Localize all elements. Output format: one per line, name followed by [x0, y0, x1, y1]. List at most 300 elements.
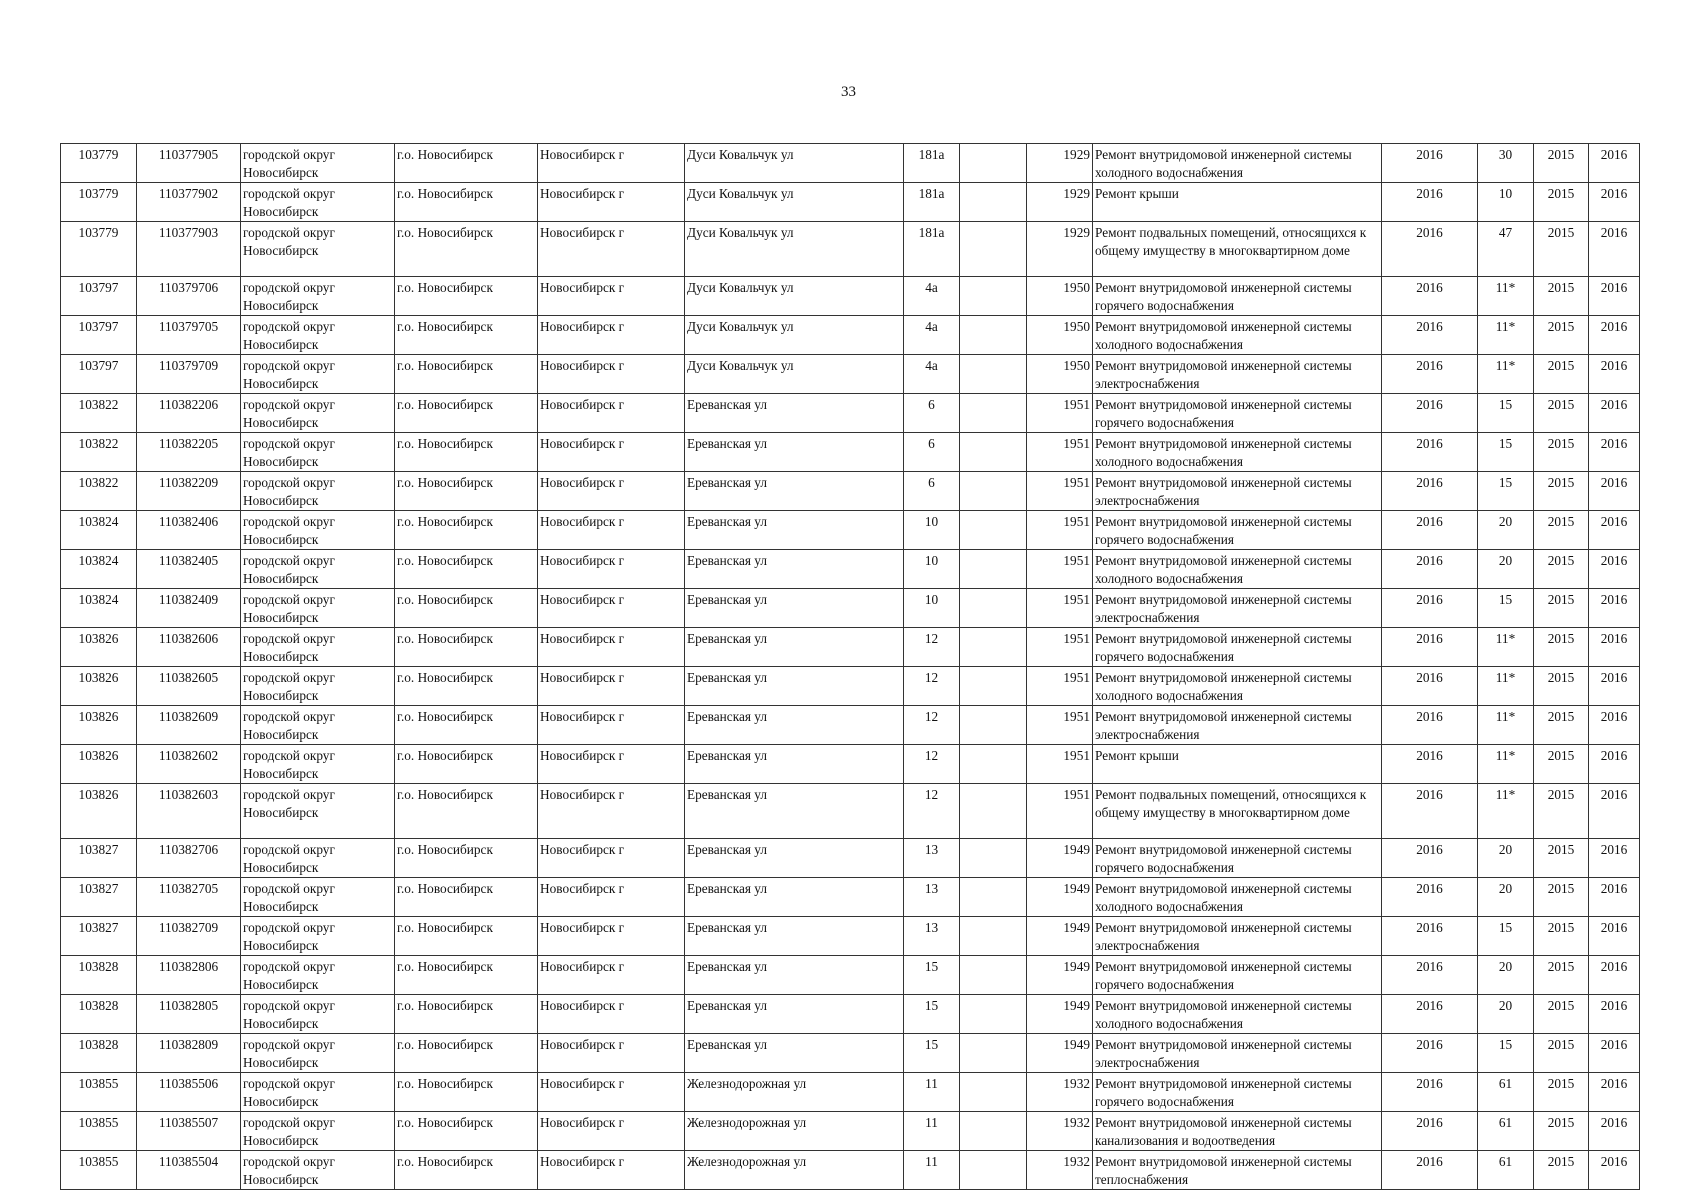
district-cell: г.о. Новосибирск [395, 995, 538, 1034]
house-id-cell: 103828 [61, 956, 137, 995]
start-year-cell: 2015 [1534, 144, 1589, 183]
work-code-cell: 110385507 [137, 1112, 241, 1151]
start-year-cell: 2015 [1534, 667, 1589, 706]
end-year-cell: 2016 [1589, 745, 1640, 784]
district-cell: г.о. Новосибирск [395, 183, 538, 222]
table-row [61, 878, 1640, 917]
municipality-cell: городской округ Новосибирск [241, 472, 395, 511]
house-id-cell: 103822 [61, 433, 137, 472]
start-year-cell: 2015 [1534, 839, 1589, 878]
work-type-cell: Ремонт подвальных помещений, относящихся к общему имуществу в многоквартирном доме [1093, 222, 1382, 277]
amount-cell: 15 [1478, 472, 1534, 511]
house-number-cell: 13 [904, 878, 960, 917]
house-id-cell: 103855 [61, 1151, 137, 1190]
district-cell: г.о. Новосибирск [395, 277, 538, 316]
end-year-cell: 2016 [1589, 277, 1640, 316]
building-cell [960, 433, 1027, 472]
street-cell: Дуси Ковальчук ул [685, 277, 904, 316]
amount-cell: 11* [1478, 667, 1534, 706]
work-type-cell: Ремонт внутридомовой инженерной системы холодного водоснабжения [1093, 667, 1382, 706]
street-cell: Ереванская ул [685, 394, 904, 433]
street-cell: Дуси Ковальчук ул [685, 183, 904, 222]
table-row [61, 144, 1640, 183]
building-cell [960, 355, 1027, 394]
street-cell: Железнодорожная ул [685, 1151, 904, 1190]
table-row [61, 706, 1640, 745]
table-row [61, 839, 1640, 878]
street-cell: Железнодорожная ул [685, 1073, 904, 1112]
construction-year-cell: 1951 [1027, 511, 1093, 550]
house-id-cell: 103824 [61, 550, 137, 589]
district-cell: г.о. Новосибирск [395, 1151, 538, 1190]
plan-year-cell: 2016 [1382, 222, 1478, 277]
municipality-cell: городской округ Новосибирск [241, 839, 395, 878]
municipality-cell: городской округ Новосибирск [241, 550, 395, 589]
district-cell: г.о. Новосибирск [395, 511, 538, 550]
house-id-cell: 103826 [61, 745, 137, 784]
table-row [61, 316, 1640, 355]
work-type-cell: Ремонт внутридомовой инженерной системы холодного водоснабжения [1093, 144, 1382, 183]
work-type-cell: Ремонт внутридомовой инженерной системы горячего водоснабжения [1093, 956, 1382, 995]
work-code-cell: 110382706 [137, 839, 241, 878]
house-id-cell: 103827 [61, 878, 137, 917]
construction-year-cell: 1929 [1027, 144, 1093, 183]
construction-year-cell: 1932 [1027, 1112, 1093, 1151]
plan-year-cell: 2016 [1382, 706, 1478, 745]
work-code-cell: 110382209 [137, 472, 241, 511]
end-year-cell: 2016 [1589, 1034, 1640, 1073]
end-year-cell: 2016 [1589, 589, 1640, 628]
plan-year-cell: 2016 [1382, 589, 1478, 628]
amount-cell: 61 [1478, 1112, 1534, 1151]
work-code-cell: 110377903 [137, 222, 241, 277]
construction-year-cell: 1951 [1027, 706, 1093, 745]
district-cell: г.о. Новосибирск [395, 1034, 538, 1073]
plan-year-cell: 2016 [1382, 1034, 1478, 1073]
municipality-cell: городской округ Новосибирск [241, 628, 395, 667]
end-year-cell: 2016 [1589, 316, 1640, 355]
district-cell: г.о. Новосибирск [395, 745, 538, 784]
end-year-cell: 2016 [1589, 1151, 1640, 1190]
work-code-cell: 110382805 [137, 995, 241, 1034]
work-type-cell: Ремонт внутридомовой инженерной системы горячего водоснабжения [1093, 277, 1382, 316]
table-row [61, 589, 1640, 628]
house-id-cell: 103797 [61, 355, 137, 394]
building-cell [960, 222, 1027, 277]
municipality-cell: городской округ Новосибирск [241, 1151, 395, 1190]
amount-cell: 30 [1478, 144, 1534, 183]
table-row [61, 472, 1640, 511]
house-id-cell: 103824 [61, 511, 137, 550]
building-cell [960, 511, 1027, 550]
street-cell: Ереванская ул [685, 667, 904, 706]
street-cell: Ереванская ул [685, 745, 904, 784]
work-type-cell: Ремонт внутридомовой инженерной системы электроснабжения [1093, 472, 1382, 511]
amount-cell: 11* [1478, 784, 1534, 839]
plan-year-cell: 2016 [1382, 1073, 1478, 1112]
plan-year-cell: 2016 [1382, 355, 1478, 394]
building-cell [960, 144, 1027, 183]
start-year-cell: 2015 [1534, 222, 1589, 277]
city-cell: Новосибирск г [538, 1034, 685, 1073]
plan-year-cell: 2016 [1382, 745, 1478, 784]
amount-cell: 20 [1478, 878, 1534, 917]
construction-year-cell: 1951 [1027, 784, 1093, 839]
building-cell [960, 1073, 1027, 1112]
start-year-cell: 2015 [1534, 1112, 1589, 1151]
end-year-cell: 2016 [1589, 550, 1640, 589]
district-cell: г.о. Новосибирск [395, 355, 538, 394]
work-type-cell: Ремонт внутридомовой инженерной системы электроснабжения [1093, 1034, 1382, 1073]
building-cell [960, 839, 1027, 878]
district-cell: г.о. Новосибирск [395, 589, 538, 628]
house-id-cell: 103855 [61, 1073, 137, 1112]
amount-cell: 20 [1478, 995, 1534, 1034]
municipality-cell: городской округ Новосибирск [241, 706, 395, 745]
city-cell: Новосибирск г [538, 995, 685, 1034]
city-cell: Новосибирск г [538, 550, 685, 589]
work-code-cell: 110379705 [137, 316, 241, 355]
work-code-cell: 110382709 [137, 917, 241, 956]
street-cell: Ереванская ул [685, 839, 904, 878]
work-code-cell: 110377902 [137, 183, 241, 222]
table-row [61, 1112, 1640, 1151]
end-year-cell: 2016 [1589, 394, 1640, 433]
table-row [61, 1151, 1640, 1190]
district-cell: г.о. Новосибирск [395, 628, 538, 667]
plan-year-cell: 2016 [1382, 956, 1478, 995]
start-year-cell: 2015 [1534, 511, 1589, 550]
work-code-cell: 110377905 [137, 144, 241, 183]
municipality-cell: городской округ Новосибирск [241, 394, 395, 433]
street-cell: Железнодорожная ул [685, 1112, 904, 1151]
district-cell: г.о. Новосибирск [395, 956, 538, 995]
amount-cell: 11* [1478, 706, 1534, 745]
amount-cell: 15 [1478, 433, 1534, 472]
construction-year-cell: 1949 [1027, 878, 1093, 917]
table-row [61, 667, 1640, 706]
municipality-cell: городской округ Новосибирск [241, 784, 395, 839]
municipality-cell: городской округ Новосибирск [241, 745, 395, 784]
amount-cell: 11* [1478, 355, 1534, 394]
street-cell: Ереванская ул [685, 550, 904, 589]
building-cell [960, 589, 1027, 628]
end-year-cell: 2016 [1589, 839, 1640, 878]
construction-year-cell: 1951 [1027, 433, 1093, 472]
work-code-cell: 110382609 [137, 706, 241, 745]
house-number-cell: 11 [904, 1151, 960, 1190]
table-row [61, 433, 1640, 472]
building-cell [960, 706, 1027, 745]
end-year-cell: 2016 [1589, 628, 1640, 667]
street-cell: Дуси Ковальчук ул [685, 144, 904, 183]
house-number-cell: 15 [904, 995, 960, 1034]
start-year-cell: 2015 [1534, 589, 1589, 628]
municipality-cell: городской округ Новосибирск [241, 667, 395, 706]
house-number-cell: 181а [904, 144, 960, 183]
house-number-cell: 12 [904, 628, 960, 667]
construction-year-cell: 1950 [1027, 316, 1093, 355]
end-year-cell: 2016 [1589, 433, 1640, 472]
plan-year-cell: 2016 [1382, 839, 1478, 878]
house-number-cell: 12 [904, 667, 960, 706]
district-cell: г.о. Новосибирск [395, 878, 538, 917]
municipality-cell: городской округ Новосибирск [241, 355, 395, 394]
start-year-cell: 2015 [1534, 183, 1589, 222]
end-year-cell: 2016 [1589, 956, 1640, 995]
building-cell [960, 550, 1027, 589]
building-cell [960, 784, 1027, 839]
municipality-cell: городской округ Новосибирск [241, 1073, 395, 1112]
house-number-cell: 10 [904, 511, 960, 550]
amount-cell: 20 [1478, 550, 1534, 589]
district-cell: г.о. Новосибирск [395, 1073, 538, 1112]
start-year-cell: 2015 [1534, 550, 1589, 589]
street-cell: Дуси Ковальчук ул [685, 316, 904, 355]
end-year-cell: 2016 [1589, 706, 1640, 745]
work-type-cell: Ремонт внутридомовой инженерной системы электроснабжения [1093, 589, 1382, 628]
construction-year-cell: 1951 [1027, 472, 1093, 511]
plan-year-cell: 2016 [1382, 917, 1478, 956]
house-id-cell: 103779 [61, 144, 137, 183]
city-cell: Новосибирск г [538, 144, 685, 183]
work-type-cell: Ремонт внутридомовой инженерной системы горячего водоснабжения [1093, 394, 1382, 433]
amount-cell: 61 [1478, 1073, 1534, 1112]
start-year-cell: 2015 [1534, 956, 1589, 995]
plan-year-cell: 2016 [1382, 628, 1478, 667]
start-year-cell: 2015 [1534, 784, 1589, 839]
table-row [61, 628, 1640, 667]
amount-cell: 15 [1478, 589, 1534, 628]
house-id-cell: 103822 [61, 394, 137, 433]
start-year-cell: 2015 [1534, 628, 1589, 667]
house-id-cell: 103822 [61, 472, 137, 511]
work-type-cell: Ремонт внутридомовой инженерной системы теплоснабжения [1093, 1151, 1382, 1190]
house-number-cell: 10 [904, 550, 960, 589]
building-cell [960, 183, 1027, 222]
start-year-cell: 2015 [1534, 706, 1589, 745]
house-number-cell: 10 [904, 589, 960, 628]
work-code-cell: 110382406 [137, 511, 241, 550]
district-cell: г.о. Новосибирск [395, 222, 538, 277]
building-cell [960, 394, 1027, 433]
house-number-cell: 12 [904, 745, 960, 784]
start-year-cell: 2015 [1534, 995, 1589, 1034]
house-id-cell: 103855 [61, 1112, 137, 1151]
municipality-cell: городской округ Новосибирск [241, 1034, 395, 1073]
house-number-cell: 181а [904, 183, 960, 222]
table-row [61, 1073, 1640, 1112]
work-type-cell: Ремонт внутридомовой инженерной системы холодного водоснабжения [1093, 878, 1382, 917]
municipality-cell: городской округ Новосибирск [241, 277, 395, 316]
amount-cell: 11* [1478, 316, 1534, 355]
city-cell: Новосибирск г [538, 667, 685, 706]
start-year-cell: 2015 [1534, 394, 1589, 433]
construction-year-cell: 1949 [1027, 839, 1093, 878]
work-code-cell: 110382603 [137, 784, 241, 839]
end-year-cell: 2016 [1589, 784, 1640, 839]
city-cell: Новосибирск г [538, 394, 685, 433]
plan-year-cell: 2016 [1382, 667, 1478, 706]
construction-year-cell: 1951 [1027, 667, 1093, 706]
plan-year-cell: 2016 [1382, 1112, 1478, 1151]
house-number-cell: 6 [904, 472, 960, 511]
city-cell: Новосибирск г [538, 472, 685, 511]
amount-cell: 20 [1478, 839, 1534, 878]
work-type-cell: Ремонт внутридомовой инженерной системы канализования и водоотведения [1093, 1112, 1382, 1151]
end-year-cell: 2016 [1589, 995, 1640, 1034]
city-cell: Новосибирск г [538, 1151, 685, 1190]
amount-cell: 11* [1478, 745, 1534, 784]
building-cell [960, 878, 1027, 917]
house-id-cell: 103824 [61, 589, 137, 628]
district-cell: г.о. Новосибирск [395, 839, 538, 878]
work-type-cell: Ремонт внутридомовой инженерной системы горячего водоснабжения [1093, 628, 1382, 667]
district-cell: г.о. Новосибирск [395, 1112, 538, 1151]
work-type-cell: Ремонт внутридомовой инженерной системы холодного водоснабжения [1093, 550, 1382, 589]
work-code-cell: 110379706 [137, 277, 241, 316]
city-cell: Новосибирск г [538, 878, 685, 917]
district-cell: г.о. Новосибирск [395, 550, 538, 589]
work-code-cell: 110382605 [137, 667, 241, 706]
work-code-cell: 110379709 [137, 355, 241, 394]
construction-year-cell: 1929 [1027, 183, 1093, 222]
house-number-cell: 4а [904, 355, 960, 394]
table-row [61, 917, 1640, 956]
building-cell [960, 1112, 1027, 1151]
page-number: 33 [841, 84, 856, 100]
construction-year-cell: 1949 [1027, 1034, 1093, 1073]
construction-year-cell: 1949 [1027, 956, 1093, 995]
work-code-cell: 110385506 [137, 1073, 241, 1112]
municipality-cell: городской округ Новосибирск [241, 433, 395, 472]
end-year-cell: 2016 [1589, 1112, 1640, 1151]
municipality-cell: городской округ Новосибирск [241, 1112, 395, 1151]
municipality-cell: городской округ Новосибирск [241, 316, 395, 355]
construction-year-cell: 1949 [1027, 917, 1093, 956]
table-row [61, 995, 1640, 1034]
construction-year-cell: 1951 [1027, 589, 1093, 628]
work-type-cell: Ремонт внутридомовой инженерной системы электроснабжения [1093, 706, 1382, 745]
construction-year-cell: 1950 [1027, 277, 1093, 316]
amount-cell: 47 [1478, 222, 1534, 277]
end-year-cell: 2016 [1589, 222, 1640, 277]
construction-year-cell: 1932 [1027, 1073, 1093, 1112]
work-type-cell: Ремонт внутридомовой инженерной системы горячего водоснабжения [1093, 1073, 1382, 1112]
street-cell: Ереванская ул [685, 433, 904, 472]
work-code-cell: 110382809 [137, 1034, 241, 1073]
street-cell: Ереванская ул [685, 995, 904, 1034]
work-code-cell: 110382806 [137, 956, 241, 995]
street-cell: Ереванская ул [685, 956, 904, 995]
house-number-cell: 11 [904, 1073, 960, 1112]
municipality-cell: городской округ Новосибирск [241, 995, 395, 1034]
amount-cell: 11* [1478, 628, 1534, 667]
street-cell: Ереванская ул [685, 706, 904, 745]
street-cell: Дуси Ковальчук ул [685, 222, 904, 277]
street-cell: Ереванская ул [685, 784, 904, 839]
amount-cell: 15 [1478, 1034, 1534, 1073]
amount-cell: 11* [1478, 277, 1534, 316]
construction-year-cell: 1929 [1027, 222, 1093, 277]
house-id-cell: 103828 [61, 995, 137, 1034]
end-year-cell: 2016 [1589, 1073, 1640, 1112]
plan-year-cell: 2016 [1382, 144, 1478, 183]
street-cell: Ереванская ул [685, 511, 904, 550]
city-cell: Новосибирск г [538, 1112, 685, 1151]
work-code-cell: 110382205 [137, 433, 241, 472]
start-year-cell: 2015 [1534, 1151, 1589, 1190]
construction-year-cell: 1951 [1027, 745, 1093, 784]
plan-year-cell: 2016 [1382, 550, 1478, 589]
table-row [61, 784, 1640, 839]
street-cell: Ереванская ул [685, 1034, 904, 1073]
work-code-cell: 110382602 [137, 745, 241, 784]
work-type-cell: Ремонт крыши [1093, 745, 1382, 784]
end-year-cell: 2016 [1589, 878, 1640, 917]
house-number-cell: 4а [904, 316, 960, 355]
work-type-cell: Ремонт внутридомовой инженерной системы холодного водоснабжения [1093, 995, 1382, 1034]
city-cell: Новосибирск г [538, 433, 685, 472]
house-id-cell: 103826 [61, 784, 137, 839]
start-year-cell: 2015 [1534, 355, 1589, 394]
street-cell: Дуси Ковальчук ул [685, 355, 904, 394]
work-type-cell: Ремонт внутридомовой инженерной системы холодного водоснабжения [1093, 316, 1382, 355]
plan-year-cell: 2016 [1382, 183, 1478, 222]
end-year-cell: 2016 [1589, 667, 1640, 706]
house-id-cell: 103827 [61, 917, 137, 956]
work-type-cell: Ремонт внутридомовой инженерной системы горячего водоснабжения [1093, 839, 1382, 878]
plan-year-cell: 2016 [1382, 511, 1478, 550]
city-cell: Новосибирск г [538, 183, 685, 222]
plan-year-cell: 2016 [1382, 277, 1478, 316]
municipality-cell: городской округ Новосибирск [241, 222, 395, 277]
amount-cell: 15 [1478, 394, 1534, 433]
city-cell: Новосибирск г [538, 956, 685, 995]
building-cell [960, 917, 1027, 956]
start-year-cell: 2015 [1534, 1034, 1589, 1073]
table-row [61, 222, 1640, 277]
district-cell: г.о. Новосибирск [395, 144, 538, 183]
street-cell: Ереванская ул [685, 589, 904, 628]
work-type-cell: Ремонт внутридомовой инженерной системы электроснабжения [1093, 917, 1382, 956]
house-number-cell: 12 [904, 784, 960, 839]
house-id-cell: 103797 [61, 316, 137, 355]
district-cell: г.о. Новосибирск [395, 667, 538, 706]
work-code-cell: 110385504 [137, 1151, 241, 1190]
municipality-cell: городской округ Новосибирск [241, 144, 395, 183]
house-id-cell: 103826 [61, 667, 137, 706]
municipality-cell: городской округ Новосибирск [241, 878, 395, 917]
municipality-cell: городской округ Новосибирск [241, 511, 395, 550]
construction-year-cell: 1932 [1027, 1151, 1093, 1190]
plan-year-cell: 2016 [1382, 472, 1478, 511]
city-cell: Новосибирск г [538, 784, 685, 839]
city-cell: Новосибирск г [538, 839, 685, 878]
work-code-cell: 110382405 [137, 550, 241, 589]
start-year-cell: 2015 [1534, 878, 1589, 917]
work-type-cell: Ремонт внутридомовой инженерной системы горячего водоснабжения [1093, 511, 1382, 550]
house-id-cell: 103779 [61, 222, 137, 277]
district-cell: г.о. Новосибирск [395, 394, 538, 433]
end-year-cell: 2016 [1589, 183, 1640, 222]
city-cell: Новосибирск г [538, 316, 685, 355]
house-number-cell: 13 [904, 839, 960, 878]
street-cell: Ереванская ул [685, 628, 904, 667]
city-cell: Новосибирск г [538, 917, 685, 956]
district-cell: г.о. Новосибирск [395, 472, 538, 511]
table-row [61, 277, 1640, 316]
